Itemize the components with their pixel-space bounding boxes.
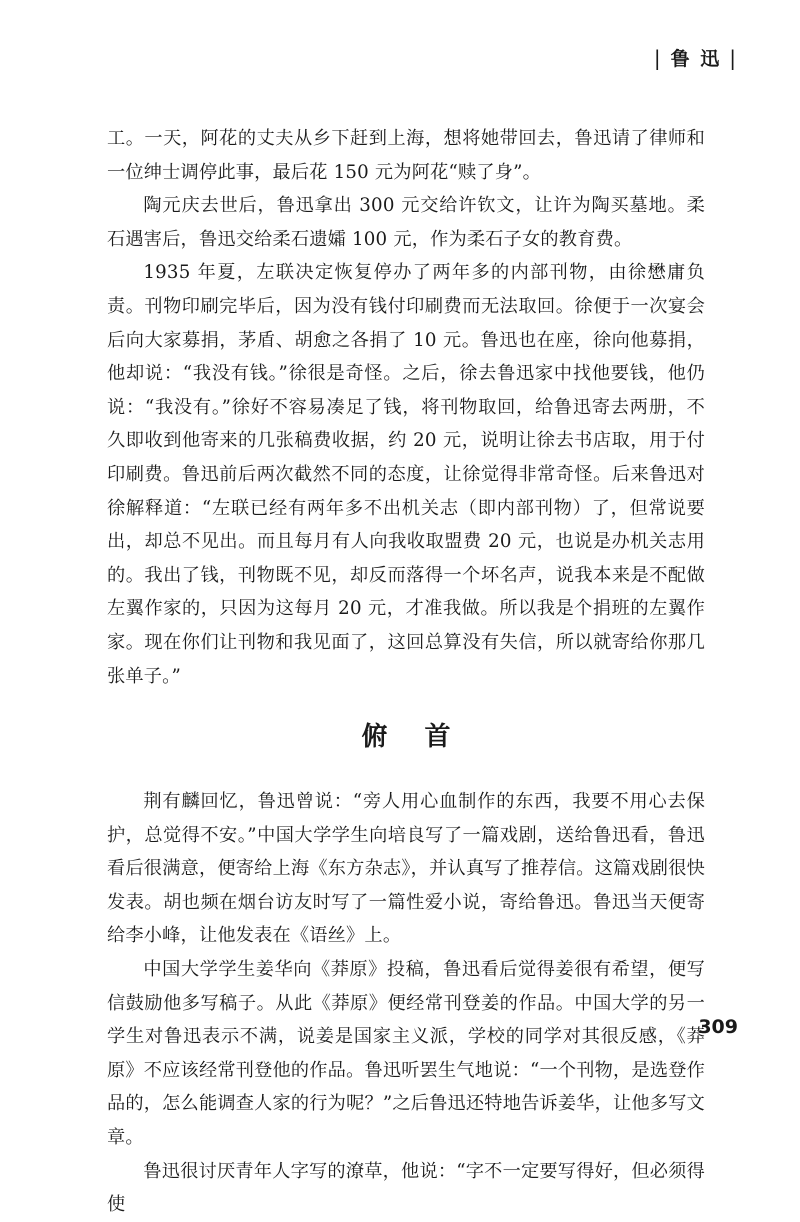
paragraph: 鲁迅很讨厌青年人字写的潦草，他说：“字不一定要写得好，但必须得使 — [107, 1160, 705, 1216]
header-title: 鲁 迅 — [670, 48, 722, 70]
paragraph: 荆有麟回忆，鲁迅曾说：“旁人用心血制作的东西，我要不用心去保护，总觉得不安。”中国大学学生向培良写了一篇戏剧，送给鲁迅看，鲁迅看后很满意，便寄给上海《东方杂志》，并认真写了推荐信。这篇戏剧很快发表。胡也频在烟台访友时写了一篇性爱小说，寄给鲁迅。鲁迅当天便寄给李小峰，让他发表在《语丝》上。 — [107, 791, 705, 947]
section-title: 俯 首 — [361, 722, 465, 753]
header-right-bar: | — [729, 45, 738, 70]
running-header — [654, 44, 738, 71]
paragraph: 中国大学学生姜华向《莽原》投稿，鲁迅看后觉得姜很有希望，便写信鼓励他多写稿子。从此《莽原》便经常刊登姜的作品。中国大学的另一学生对鲁迅表示不满，说姜是国家主义派，学校的同学对其很反感，《莽原》不应该经常刊登他的作品。鲁迅听罢生气地说：“一个刊物，是选登作品的，怎么能调查人家的行为呢？”之后鲁迅还特地告诉姜华，让他多写文章。 — [107, 959, 705, 1149]
paragraph: 1935 年夏，左联决定恢复停办了两年多的内部刊物，由徐懋庸负责。刊物印刷完毕后，因为没有钱付印刷费而无法取回。徐便于一次宴会后向大家募捐，茅盾、胡愈之各捐了 10 元。鲁迅也在座，徐向他募捐，他却说：“我没有钱。”徐很是奇怪。之后，徐去鲁迅家中找他要钱，他仍说：“我没有。”徐好不容易凑足了钱，将刊物取回，给鲁迅寄去两册，不久即收到他寄来的几张稿费收据，约 20 元，说明让徐去书店取，用于付印刷费。鲁迅前后两次截然不同的态度，让徐觉得非常奇怪。后来鲁迅对徐解释道：“左联已经有两年多不出机关志（即内部刊物）了，但常说要出，却总不见出。而且每月有人向我收取盟费 20 元，也说是办机关志用的。我出了钱，刊物既不见，却反而落得一个坏名声，说我本来是不配做左翼作家的，只因为这每月 20 元，才准我做。所以我是个捐班的左翼作家。现在你们让刊物和我见面了，这回总算没有失信，所以就寄给你那几张单子。” — [107, 262, 705, 687]
page-body — [107, 122, 705, 1222]
paragraph-continued: 工。一天，阿花的丈夫从乡下赶到上海，想将她带回去，鲁迅请了律师和一位绅士调停此事，最后花 150 元为阿花“赎了身”。 — [107, 128, 705, 183]
page-number: 309 — [698, 1016, 738, 1038]
header-left-bar: | — [653, 45, 663, 70]
paragraph: 陶元庆去世后，鲁迅拿出 300 元交给许钦文，让许为陶买墓地。柔石遇害后，鲁迅交给柔石遗孀 100 元，作为柔石子女的教育费。 — [107, 195, 705, 250]
